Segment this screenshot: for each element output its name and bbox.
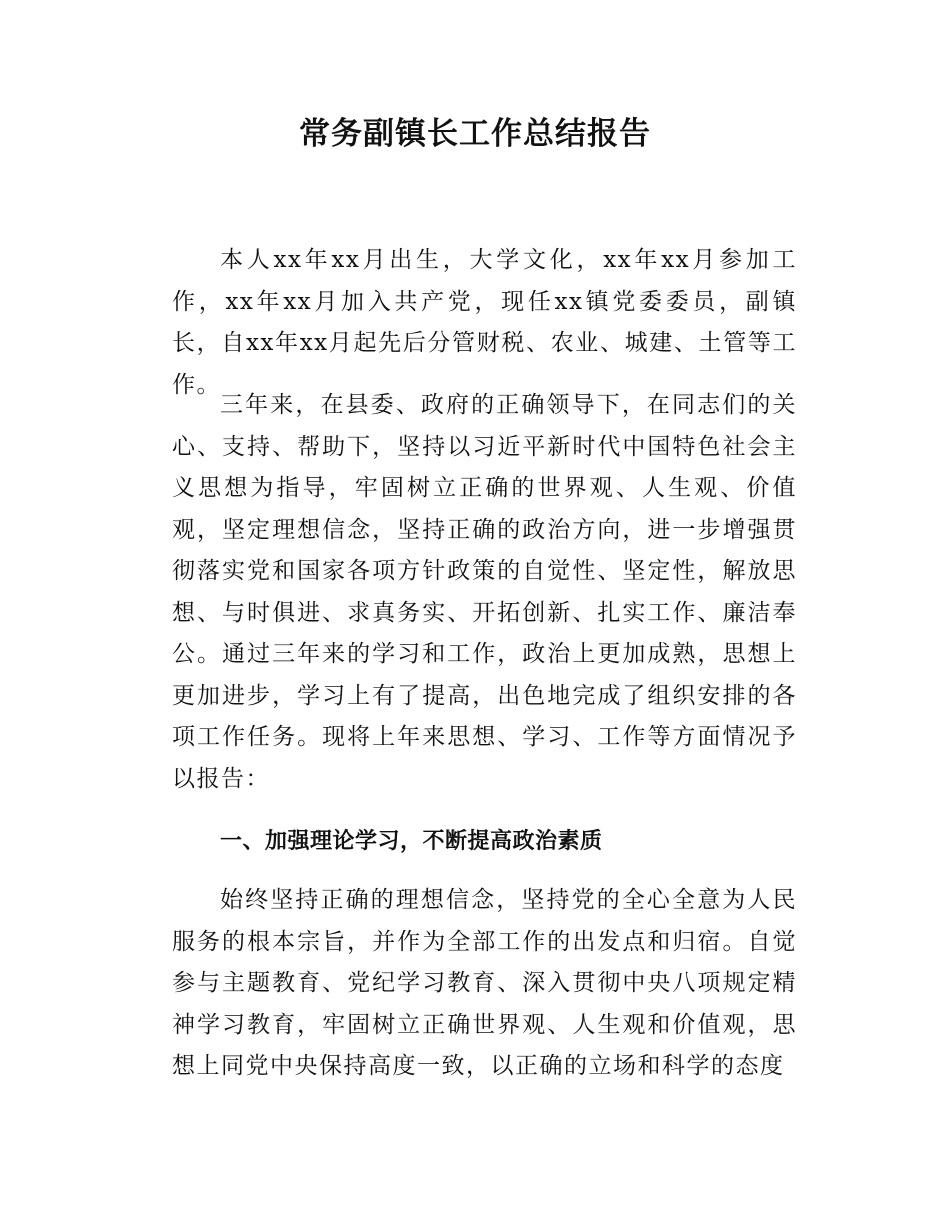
paragraph-personal-info: 本人xx年xx月出生，大学文化，xx年xx月参加工作，xx年xx月加入共产党，现任xx镇党委委员，副镇长，自xx年xx月起先后分管财税、农业、城建、土管等工作。 [172, 247, 797, 398]
paragraph-section-one: 始终坚持正确的理想信念，坚持党的全心全意为人民服务的根本宗旨，并作为全部工作的出发点和归宿。自觉参与主题教育、党纪学习教育、深入贯彻中央八项规定精神学习教育，牢固树立正确世界观、人生观和价值观，思想上同党中央保持高度一致，以正确的立场和科学的态度 [172, 887, 797, 1079]
document-title: 常务副镇长工作总结报告 [299, 116, 651, 152]
paragraph-overview: 三年来，在县委、政府的正确领导下，在同志们的关心、支持、帮助下，坚持以习近平新时代中国特色社会主义思想为指导，牢固树立正确的世界观、人生观、价值观，坚定理想信念，坚持正确的政治方向，进一步增强贯彻落实党和国家各项方针政策的自觉性、坚定性，解放思想、与时俱进、求真务实、开拓创新、扎实工作、廉洁奉公。通过三年来的学习和工作，政治上更加成熟，思想上更加进步，学习上有了提高，出色地完成了组织安排的各项工作任务。现将上年来思想、学习、工作等方面情况予以报告： [172, 392, 797, 792]
section-heading: 一、加强理论学习，不断提高政治素质 [220, 829, 603, 854]
